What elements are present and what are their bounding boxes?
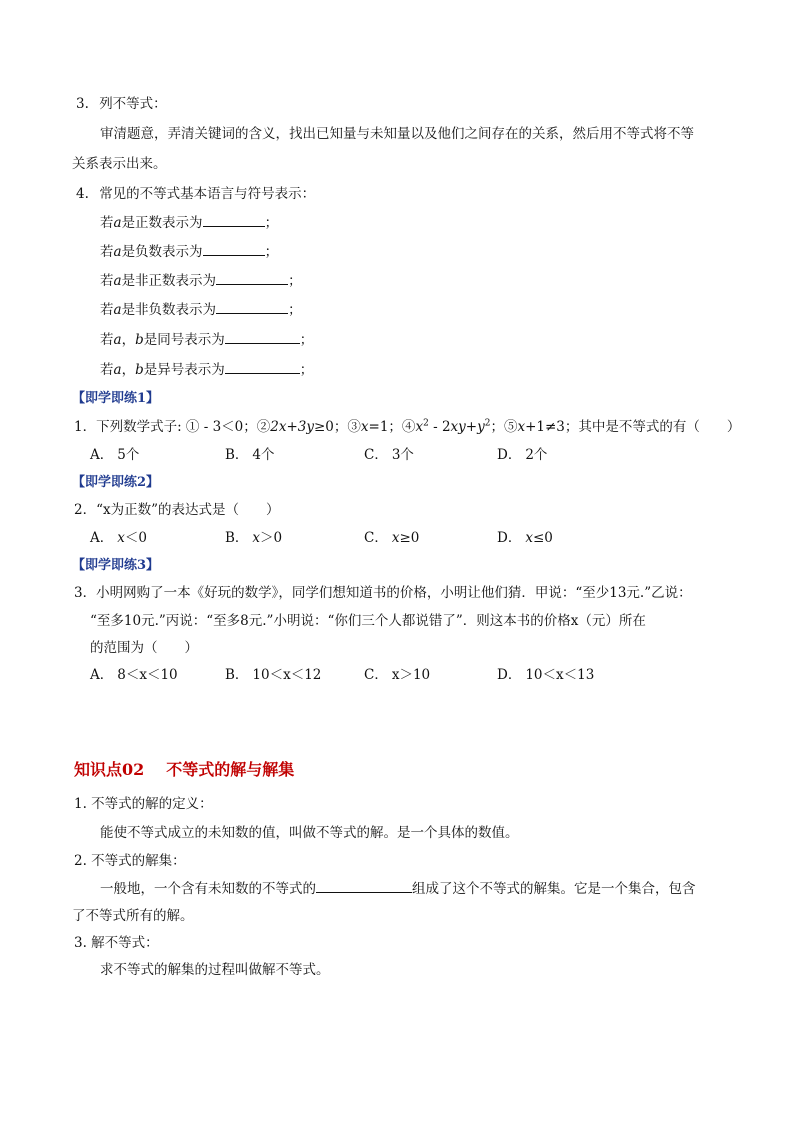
answer-blank[interactable] (203, 213, 265, 227)
paragraph: 求不等式的解集的过程叫做解不等式。 (100, 962, 330, 978)
option-a[interactable]: A． 8＜x＜10 (90, 667, 178, 683)
paragraph: 审清题意，弄清关键词的含义，找出已知量与未知量以及他们之间存在的关系，然后用不等式将不等 (100, 126, 694, 142)
section-number: 3. (76, 96, 89, 112)
answer-blank[interactable] (225, 360, 300, 374)
variable: b (135, 332, 144, 348)
exercise-question-cont: 的范围为（ ） (90, 640, 198, 656)
section-4-title (76, 185, 315, 203)
option-b[interactable]: B． 4个 (225, 447, 275, 463)
section-number: 4. (76, 186, 89, 202)
paragraph: 一般地，一个含有未知数的不等式的 组成了这个不等式的解集。它是一个集合，包含 (100, 881, 696, 897)
option-c[interactable]: C． x≥0 (364, 530, 420, 546)
option-c[interactable]: C． x＞10 (364, 667, 431, 683)
answer-blank[interactable] (216, 300, 288, 314)
exercise-question-cont: “至多10元.”丙说：“至多8元.”小明说：“你们三个人都说错了”．则这本书的价格x（元）所在 (90, 613, 646, 629)
list-item: 若a是非正数表示为 ； (100, 273, 302, 289)
list-item: 若a是正数表示为 ； (100, 215, 279, 231)
option-d[interactable]: D． x≤0 (497, 530, 553, 546)
variable: a (113, 215, 122, 231)
option-d[interactable]: D． 2个 (497, 447, 548, 463)
answer-blank[interactable] (203, 242, 265, 256)
answer-blank[interactable] (225, 330, 300, 344)
item-title: 2. 不等式的解集： (74, 853, 186, 869)
paragraph: 能使不等式成立的未知数的值，叫做不等式的解。是一个具体的数值。 (100, 825, 519, 841)
exercise-question: 2．“x为正数”的表达式是（ ） (74, 502, 280, 518)
option-b[interactable]: B． 10＜x＜12 (225, 667, 322, 683)
exercise-question: 1．下列数学式子: ① - 3＜0；②2x+3y≥0；③x=1；$④x^2 - 2xy+y^2$；⑤x+1≠3；其中是不等式的有（ ） (74, 418, 741, 435)
section-3-title (76, 95, 167, 113)
variable: b (135, 362, 144, 378)
paragraph: 关系表示出来。 (72, 156, 167, 172)
variable: a (113, 332, 122, 348)
answer-blank[interactable] (316, 879, 412, 893)
option-a[interactable]: A． 5个 (90, 447, 140, 463)
knowledge-point-label: 知识点02 (74, 760, 145, 779)
exercise-question: 3．小明网购了一本《好玩的数学》，同学们想知道书的价格，小明让他们猜．甲说：“至少13元.”乙说： (74, 585, 692, 601)
variable: a (113, 362, 122, 378)
list-item: 若a是负数表示为 ； (100, 244, 279, 260)
option-a[interactable]: A． x＜0 (90, 530, 147, 546)
exercise-tag: 【即学即练3】 (72, 558, 160, 573)
variable: a (113, 273, 122, 289)
knowledge-point-title: 不等式的解与解集 (166, 760, 295, 779)
list-item: 若a，b是同号表示为 ； (100, 332, 314, 348)
option-d[interactable]: D． 10＜x＜13 (497, 667, 595, 683)
item-title: 3. 解不等式： (74, 935, 159, 951)
list-item: 若a，b是异号表示为 ； (100, 362, 314, 378)
option-c[interactable]: C． 3个 (364, 447, 414, 463)
answer-blank[interactable] (216, 271, 288, 285)
option-b[interactable]: B． x＞0 (225, 530, 283, 546)
list-item: 若a是非负数表示为 ； (100, 302, 302, 318)
section-title: 列不等式： (99, 96, 167, 112)
knowledge-point-heading (74, 761, 294, 779)
item-title: 1. 不等式的解的定义： (74, 796, 213, 812)
variable: a (113, 302, 122, 318)
paragraph: 了不等式所有的解。 (72, 908, 194, 924)
exercise-tag: 【即学即练1】 (72, 391, 160, 406)
variable: a (113, 244, 122, 260)
exercise-tag: 【即学即练2】 (72, 475, 160, 490)
section-title: 常见的不等式基本语言与符号表示： (99, 186, 316, 202)
